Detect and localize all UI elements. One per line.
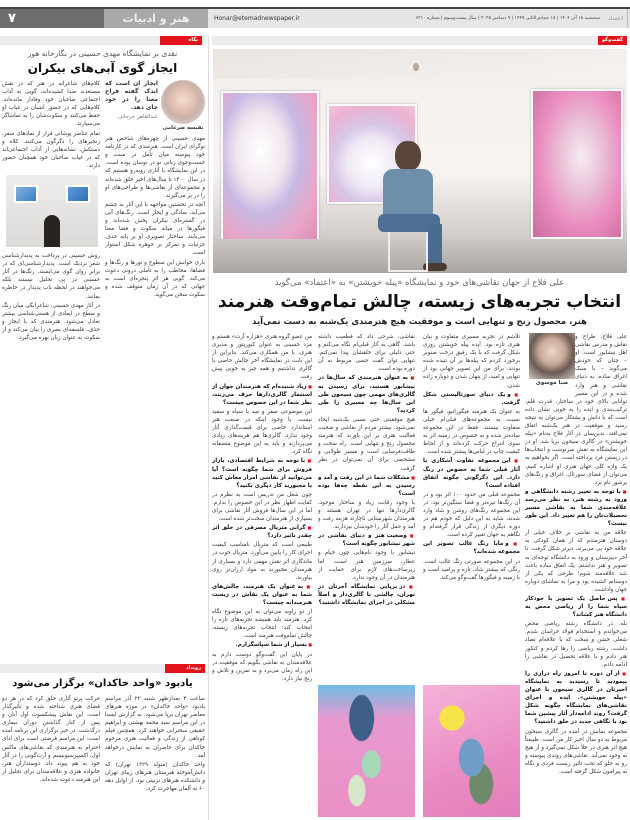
body-paragraph: تمام عناصر پوشانی قرار از نمادهای سفر، زنجیرهای را دگرگون می‌کنند. کلاه و دستکش، نشانه‌هایی از آداب اجتماعی‌اند که در غیاب صاحبان خود همچنان حضور دارند.: [2, 130, 100, 169]
review-lead-quote: ایجاز آن است که اندک گفته فراخ معنا را در خود جای دهد.: [105, 80, 158, 111]
body-paragraph: بله. در دانشگاه رشته ریاضی محض می‌خواندم و استخدام فولاد خراسان شدم. شغلی خشن و سخت که با علاقه‌ام تضاد داشت. رشته ریاضی را رها کردم و کنکور هنر دادم و با علاقه تحصیل در نقاشی را ادامه دادم.: [525, 621, 627, 668]
question-paragraph: ■ گرانی متریال مصرفی در خلق اثر چقدر تاثیر دارد؟: [212, 524, 312, 540]
body-paragraph: ساعت ۴ بعدازظهر شنبه ۲۲ آذر مراسم یادبود «واحد خاکدان» در موزه هنرهای معاصر تهران برپا می‌شود. به گزارش ایسنا در این مراسم سید محمد بهشتی و ابراهیم حقیقی سخنرانی خواهند کرد. همچنین فیلم کوتاهی از زندگی و فعالیت هنری مرحوم خاکدان برای حاضران به نمایش درخواهد آمد.: [105, 696, 205, 759]
review-exhibition-photo: [4, 173, 100, 249]
body-paragraph: کلام‌های شاعرانه در هنر که در نقش مستعدند صدا کشیده‌اند، گویی به آداب اجتماعی صاحبان خود وفادار مانده‌اند. کلام‌هایی که در حضور انسان در غیاب او حفظ می‌کنند و سکوت‌شان را به تماشاگر می‌سپارند.: [2, 81, 100, 128]
review-column-left: [2, 80, 100, 662]
interview-column-1: [525, 333, 627, 820]
blue-artwork-right: [66, 185, 90, 203]
body-paragraph: این موضوعی صفر و صد یا سیاه و سفید نیست. با وجود اینکه در صنعت هنر استاندارد خاصی برای قیمت‌گذاری آثار وجود ندارد، گالری‌ها هم هزینه‌های زیادی می‌پردازند و باید به این موضوع منصفانه نگاه کرد.: [212, 408, 312, 456]
question-paragraph: ■ پس حاصل یک تصویر با خودکار سیاه شما را از ریاضی محض به دانشگاه هنر کشاند؟: [525, 595, 627, 619]
event-tag: رویداد: [165, 664, 205, 673]
review-lead-source: عبدالقاهر جرجانی: [118, 114, 158, 120]
review-headline: ایجاز گوی آبی‌های بیکران: [27, 61, 178, 75]
body-paragraph: در آثار مهدی حسینی، شاعرانگی میان رنگ و سطح در ابعادی از هستی‌شناسی بیشتر تعادل می‌شود. هنرمندی که با ایجاز و حذف، فلسفه‌ای بصری را بیان می‌کند و از سکوت به عنوان زبان بهره می‌گیرد.: [2, 302, 100, 341]
body-paragraph: طبیعی است که متریال نامناسب کیفیت اجرای کار را پایین می‌آورد. متریال خوب در ماندگاری اثر نقش مهمی دارد و بسیاری از هنرمندان مجبورند به مواد ارزان‌تر روی بیاورند.: [212, 542, 312, 581]
event-headline: یادبود «واحد خاکدان» برگزار می‌شود: [12, 678, 193, 689]
question-paragraph: ■ به عنوان هنرمندی که سال‌ها در نیشابور هستید، برای رسیدن به گالری‌های مهمی چون سیحون طی این سال‌ها چه مسیری را طی کردید؟: [318, 374, 415, 414]
ceiling-light-icon: [413, 63, 419, 71]
question-paragraph: ■ از آن دوره تا امروز راه درازی را پیمودید تا رسیدید به نمایشگاه اخیرتان در گالری سیحون با عنوان «پیله خویشتن». ایده و اجرای نقاشی‌های نمایشگاه چگونه شکل گرفت؟ روند ادامه‌دار آثار پیشین شما بود یا نگاهی جدید در خلق داشتید؟: [525, 670, 627, 727]
interview-headline: انتخاب تجربه‌های زیسته، چالش تمام‌وقت هنرمند: [217, 292, 622, 312]
body-paragraph: آنچه در نخستین مواجهه با این آثار به چشم می‌آید، سادگی و ایجاز است. رنگ‌های آبی در گستره‌ای بیکران پخش شده‌اند و فیگورها در میانه سکوت و فضا معنا می‌یابند. ساختار تصویری او بر پایه حذف جزئیات و تمرکز بر جوهره شکل استوار است.: [105, 201, 205, 257]
event-column-left: [2, 695, 100, 820]
body-paragraph: نیشابور با وجود نام‌هایی چون خیام و عطار، سرزمین هنر است، اما زیرساخت‌های لازم برای حمایت از هنرمندان در آن وجود ندارد.: [318, 550, 415, 581]
review-column-right: [105, 80, 205, 662]
interview-column-4: [212, 333, 312, 820]
body-paragraph: باری خوانش این سطوح و نور‌ها و رنگ‌ها و فضاها، مخاطب را به تأملی درونی دعوت می‌کند. گویی هر اثر پنجره‌ای است به جهانی که در آن زمان متوقف شده و سکوت سخن می‌گوید.: [105, 259, 205, 298]
stool: [388, 232, 428, 272]
interview-tag-bar: [212, 36, 627, 45]
interview-subtitle: علی فلاح از جهان نقاشی‌های خود و نمایشگاه «پیله خویشتن» به «اعتماد» می‌گوید: [274, 278, 565, 288]
painting-left-wall: [221, 91, 319, 241]
review-author-box: [161, 80, 205, 132]
body-paragraph: مجموعه نمایش در آمده در گالری سیحون مربوط به دو سال اخیر کار من است. طبیعتاً هیچ اثر هنری در خلأ شکل نمی‌گیرد و از هیچ به وجود نمی‌آید. نقاشی‌های روندی پیوسته و رو به جلو که تحت تاثیر زیست فردی و نگاه به پیرامون شکل گرفته است.: [525, 728, 627, 775]
interview-main-photo: [213, 49, 627, 273]
page-number: ۷: [0, 9, 104, 28]
section-email[interactable]: Honar@etemadnewspaper.ir: [214, 15, 300, 22]
question-paragraph: ■ این مجموعه تفاوت آشکاری با آثار قبلی شما به خصوص در رنگ دارد. این دگرگونی چگونه اتفاق افتاده است؟: [423, 457, 520, 489]
body-paragraph: با وجود رقابت زیاد و ساختار موجود، گالری‌دارها تنها در تهران هستند و هنرمندان شهرستانی ناچارند هزینه رفت و آمد و حمل آثار را خودشان بپردازند.: [318, 499, 415, 531]
body-paragraph: به عنوان یک هنرمند فیگوراتیو، فیگور ها نسبت به مجموعه‌های قبلی‌ام خیلی متفاوت نیستند. فقط در این مجموعه ساده‌تر شده و به خصوص در زمینه اثر به سوی انتزاع حرکت کرده‌اند و از لحاظ کیفیت چاپ در لباس‌ها بیشتر شده است.: [423, 408, 520, 456]
question-paragraph: ■ بسیار از شما سپاسگزارم.: [212, 641, 312, 649]
section-title: هنر و ادبیات: [104, 9, 208, 28]
question-paragraph: ■ با توجه به شرایط اقتصادی، بازار فروش برای شما چگونه است؟ آیا می‌توانید از نقاشی امرار معاش کنید یا مجبورید کار دیگری بکنید؟: [212, 457, 312, 489]
review-subtitle: نقدی بر نمایشگاه مهدی حسینی در نگارخانه هور: [27, 49, 178, 58]
interview-column-2: [423, 333, 520, 820]
body-paragraph: هیچ موفقیتی حتی نسبی یک‌شبه ایجاد نمی‌شود. بیشتر مردم از نقاشی و صحبت فعالیت هنری بر این باورند که هنرمند محصول رنج و تنهایی است. راه سخت و طاقت‌فرسایی است و مسیر طولانی و مشخصی برای آن نمی‌توان در نظر گرفت.: [318, 416, 415, 472]
body-paragraph: واحد خاکدان (متولد ۱۳۲۹ تهران) که دانش‌آموخته هنرستان هنرهای زیبای تهران و دانشکده هنرهای تزیینی بود، از اوایل دهه ۶۰ به آلمان مهاجرت کرد.: [105, 761, 205, 793]
blue-artwork-left: [14, 185, 38, 203]
body-paragraph: تلاشم در تجربه مسیری متفاوت و بیان هنری تازه بود. ایده پیله خویشتن روزی شکل گرفت که با یک رفیق درخت صنوبر برخورد کردم که پیله‌ها بر آن تنیده شده بودند. برای من این تصویر جهانی بود از تنهایی و امید، از پنهان شدن و دوباره زاده شدن.: [423, 334, 520, 389]
question-paragraph: ■ و یک دنیای سورئالیستی شکل گرفت.: [423, 391, 520, 407]
painting-cocoon-left: [318, 685, 415, 817]
question-paragraph: ■ با توجه به تغییر رشته دانشگاهی و ورود به رشته هنر، به نظر می‌رسد علاقه‌مندی شما به نقاشی مسیر تحصیلات‌تان را هم تغییر داد. این طور نیست؟: [525, 488, 627, 528]
body-paragraph: حرکت پرتو آثاری خلق کرد که در هر دو فضای هنری شناخته شده و تأثیرگذار است. این نقاش پیشکسوت اول آبان و پس از کنار گذاشتن دوران بیماری درگذشت. در خبر برگزاری این برنامه آمده است: این مراسم فرصتی است برای ادای احترام به هنرمندی که نقاشی‌های ماکس اول، اکسپرسیونیسم و آرت‌گونی را در آثار خود به هم پیوند داد. دوستداران هنر، خانواده هنری و علاقه‌مندان برای تجلیل از این هنرمند دعوت شده‌اند.: [2, 696, 100, 783]
question-paragraph: ■ و مایا رنگ غالب تصویر این مجموعه شده‌اند؟: [423, 540, 520, 556]
author-name: صبا موسوی: [535, 380, 569, 386]
body-paragraph: من عضو گروه هنری «هزاره آرت» هستم و مزد حسینی به عنوان کیوریتور و مدیری هنری، با من همکاری می‌کند. بنابراین از این بابت در نمایشگاه آخر چالش خاصی با گالری نداشتیم و همه چیز به خوبی پیش رفت.: [212, 334, 312, 381]
question-paragraph: ■ مشکلات شما در این رفت و آمد و رسیدن به این نقطه چه‌ها بوده است؟: [318, 474, 415, 498]
body-paragraph: در پایان این گفت‌وگو دوست دارم به علاقه‌مندان به نقاشی بگویم که موفقیت در این راه زمان می‌برد و به تمرین و تلاش و رنج نیاز دارد.: [212, 651, 312, 682]
review-author-photo: [161, 80, 205, 124]
artist-torso: [383, 169, 433, 219]
painting-cocoon-right: [423, 685, 520, 817]
body-paragraph: چون شغل من تدریس است به نظرم در کفایت اظهار نظر در این خصوص را ندارم. اما در این سال‌ها فروش آثار نقاشی برای بسیاری از هنرمندان سخت‌تر شده است.: [212, 491, 312, 523]
body-paragraph: علاقه من به نقاشی بر خلاف خیلی از دوستان هنرمندم که از همان کودکی به علاقه خود پی می‌برند، دیرتر شکل گرفت. تا آخر دبیرستان و ورود به دانشگاه توجه‌ای به تصویر و هنر نداشتم. یک اتفاق ساده باعث شد علاقه‌مند شوم؛ طرحی که یکی از دوستانم کشیده بود و مرا به تماشای دوباره جهان واداشت.: [525, 530, 627, 593]
date-line: سه‌شنبه ۱۸ آذر ۱۴۰۴ | ۱۸ جمادی‌الثانی ۱۴۴۷ | ۹ دسامبر ۲۰۲۵ | سال بیست‌وسوم | شماره ۶۲۱۰: [415, 16, 600, 21]
interview-tag: گفت‌وگو: [598, 36, 627, 45]
question-paragraph: ■ به عنوان یک هنرمند، چالش‌های شما به عنوان یک نقاش در زیست هنرمندانه چیست؟: [212, 583, 312, 607]
author-photo: [529, 333, 575, 379]
question-paragraph: ■ در برپایی نمایشگاه آخرتان در تهران، چالشی با گالری‌دار و اصلاً مشکلی در اجرای نمایشگاه داشتید؟: [318, 583, 415, 607]
interview-tagline: هنر، محصول رنج و تنهایی است و موفقیت هیچ هنرمندی یک‌شبه به دست نمی‌آید: [252, 317, 587, 327]
body-paragraph: مجموعه قبلی من حدود ۱۰۰ اثر بود و در آن رنگ‌ها تیره‌تر و فضا سنگین‌تر بود. در این مجموعه رنگ‌های روشن و شاد وارد شدند، شاید به این دلیل که خودم هم در دوره دیگری از زندگی قرار گرفته‌ام و نگاهم به جهان تغییر کرده است.: [423, 491, 520, 539]
review-tag: نگاه: [160, 36, 202, 45]
question-paragraph: ■ وضعیت هنر و دنیای نقاشی در شهر نیشابور چگونه است؟: [318, 532, 415, 548]
body-paragraph: علی فلاح، طراح و نقاش و مدرس نقاشی اهل نیشابور است. او – چنان که خودش می‌گوید – با سبک اغراق ساده، به دنیای نقاشی و هنر وارد شده و در این مسیر توانایی بالای خود در ساختار، قدرت قلم، ترکیب‌بندی و ایده را به خوبی نشان داده است که با دانش و پشتکار می‌توان به نتیجه رسید و موفقیت در هنر یک‌شبه اتفاق نمی‌افتد. بدین‌سان در آثار فلاح به‌نام «پیله خویشتن» در گالری سیحون برپا شد. او در این نمایشگاه به نقش سرنوشت و انتخاب‌ها در زیستن فرد پرداخته است. اگر بخواهیم به یک واژه کلی جهان هنری او اشاره کنیم، می‌توان از فضای سورئال، اغراق و رنگ‌های پرشور نام برد.: [525, 334, 627, 486]
interview-column-3: [318, 333, 415, 820]
review-author-name: نفیسه ضرغامی: [162, 125, 204, 131]
section-divider: [208, 36, 209, 820]
artist-head: [395, 141, 421, 171]
painting-right-wall: [531, 89, 623, 239]
gallery-ceiling: [213, 49, 627, 79]
event-column-right: [105, 695, 205, 820]
newspaper-logo: اعتماد: [604, 9, 628, 28]
visitor-silhouette: [44, 215, 60, 247]
body-paragraph: از دو زاویه می‌توان به این موضوع نگاه کرد. هنرمند باید همیشه تجربه‌های تازه را انتخاب کند؛ انتخاب تجربه‌های زیسته، چالش تمام‌وقت هنرمند است.: [212, 609, 312, 640]
body-paragraph: در این مجموعه صورتی رنگ غالب است. رنگی که بیشتر شاد، تازه و پرامید است و با زمینه و فیگورها گفت‌وگو می‌کند.: [423, 558, 520, 581]
body-paragraph: مهدی حسینی از چهره‌های شاخص هنر نوگرای ایران است. هنرمندی که در کارنامه خود پیوسته میان تأمل در سنت و جست‌وجوی زبانی نو در نوسان بوده است. در این نمایشگاه با آثاری روبه‌رو هستیم که در سال ۱۴۰۰ تا سال‌های اخیر خلق شده‌اند و مجموعه‌ای از نقاشی‌ها و طراحی‌های او را در بر می‌گیرند.: [105, 136, 205, 199]
body-paragraph: روش حسینی در پرداخت به پدیدارشناسی شعر نزدیک است. پدیدارشناسی‌ای که در برابر روان گوی می‌ایستد. رنگ‌ها در آثار حسینی در پی تحلیل نیستند بلکه می‌خواهند در لحظه ناب پدیدار در خاطره بمانند.: [2, 253, 100, 300]
author-box: [529, 333, 575, 387]
body-paragraph: نقاشی، شرحی داد که قطعیت داشته باشد. گاهی به آثار قبلی‌ام نگاه می‌کنم و حتی دلیلی برای خلقشان پیدا نمی‌کنم. تنهایی توان گفت حسی مربوط به آن دوره بوده است.: [318, 334, 415, 373]
question-paragraph: ■ زیاد شنیده‌ام که هنرمندان جوان از استثمار گالری‌دارها حرف می‌زنند، نظر شما در این خصوص چیست؟: [212, 383, 312, 407]
